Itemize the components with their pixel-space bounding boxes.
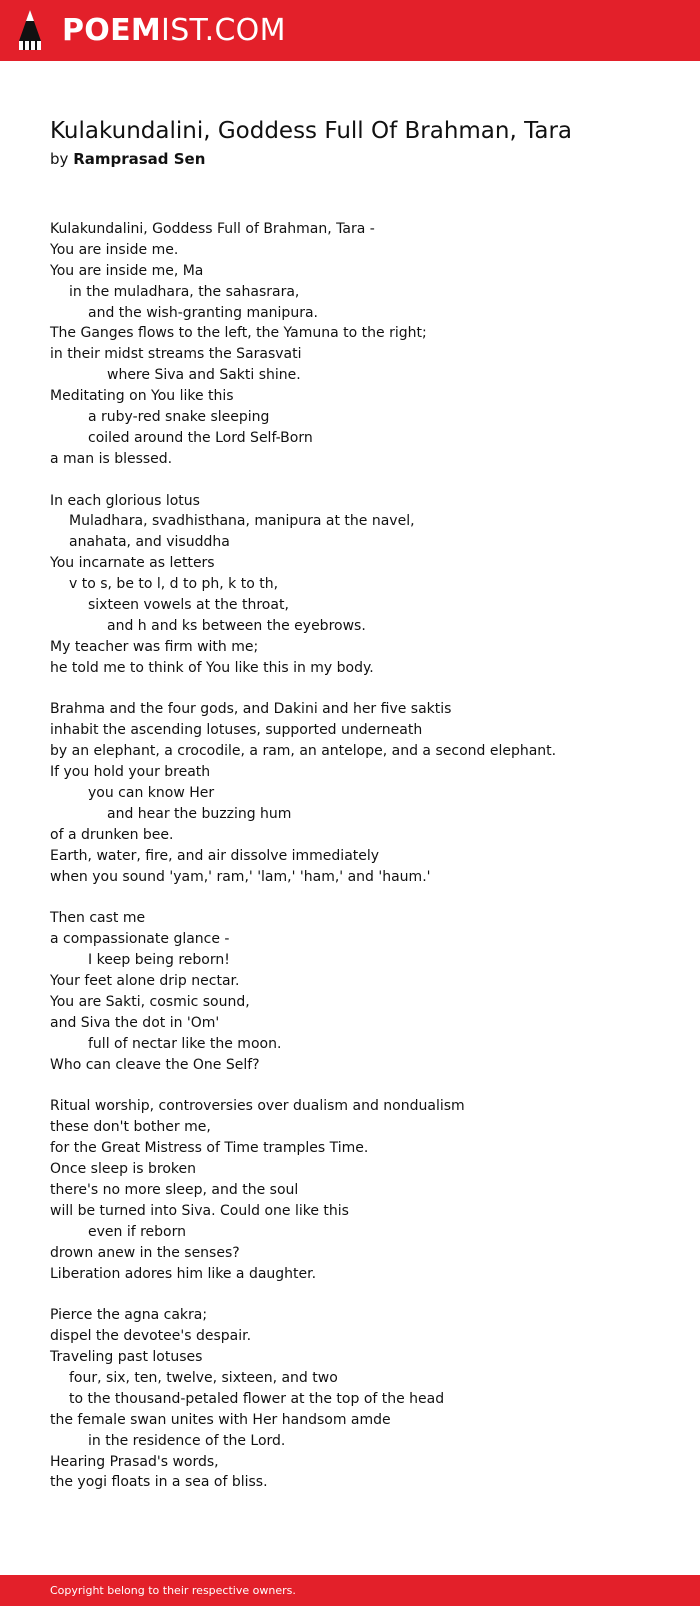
poem-line: Brahma and the four gods, and Dakini and her five saktis — [50, 701, 452, 718]
poem-line: in their midst streams the Sarasvati — [50, 346, 302, 363]
poem-line: Then cast me — [50, 910, 146, 927]
poem-line: the yogi floats in a sea of bliss. — [50, 1474, 268, 1491]
poem-line: these don't bother me, — [50, 1119, 211, 1136]
poem-line: Muladhara, svadhisthana, manipura at the navel, — [69, 513, 415, 530]
poem-line: when you sound 'yam,' ram,' 'lam,' 'ham,' and 'haum.' — [50, 868, 431, 885]
stanza-gap — [50, 888, 670, 909]
poem-line: in the muladhara, the sahasrara, — [69, 283, 300, 300]
poem-line: v to s, be to l, d to ph, k to th, — [69, 576, 279, 593]
stanza-gap — [50, 679, 670, 700]
logo-light-text: IST.COM — [161, 13, 286, 48]
poem-line: inhabit the ascending lotuses, supported underneath — [50, 722, 423, 739]
poem-line: You are inside me. — [50, 241, 179, 258]
poem-line: Who can cleave the One Self? — [50, 1056, 260, 1073]
poem-line: in the residence of the Lord. — [88, 1432, 286, 1449]
poem-line: a compassionate glance - — [50, 931, 230, 948]
poem-line: there's no more sleep, and the soul — [50, 1181, 299, 1198]
poem-line: If you hold your breath — [50, 764, 211, 781]
logo-bold-text: POEM — [62, 13, 162, 48]
poem-line: the female swan unites with Her handsom amde — [50, 1411, 391, 1428]
poem-line: Pierce the agna cakra; — [50, 1307, 208, 1324]
poem-line: and Siva the dot in 'Om' — [50, 1014, 220, 1031]
poem-body — [50, 219, 670, 1493]
poem-line: You are Sakti, cosmic sound, — [50, 993, 250, 1010]
poem-line: sixteen vowels at the throat, — [88, 597, 289, 614]
poem-line: drown anew in the senses? — [50, 1244, 240, 1261]
poem-line: In each glorious lotus — [50, 492, 200, 509]
poem-line: You are inside me, Ma — [50, 262, 204, 279]
poem-line: and the wish-granting manipura. — [88, 304, 318, 321]
poem-line: coiled around the Lord Self-Born — [88, 429, 313, 446]
poem-line: Traveling past lotuses — [50, 1349, 203, 1366]
poem-line: Your feet alone drip nectar. — [50, 973, 240, 990]
poem-line: where Siva and Sakti shine. — [107, 367, 301, 384]
poem-line: to the thousand-petaled flower at the top of the head — [69, 1390, 445, 1407]
by-label: by — [50, 150, 69, 168]
poem-line: dispel the devotee's despair. — [50, 1328, 252, 1345]
stanza-gap — [50, 1076, 670, 1097]
poem-line: and hear the buzzing hum — [107, 805, 292, 822]
poem-line: You incarnate as letters — [50, 555, 215, 572]
stanza-gap — [50, 1284, 670, 1305]
poem-line: My teacher was firm with me; — [50, 638, 259, 655]
poem-line: will be turned into Siva. Could one like this — [50, 1202, 349, 1219]
site-header — [0, 0, 700, 61]
poem-line: Earth, water, fire, and air dissolve immediately — [50, 847, 380, 864]
poem-line: Liberation adores him like a daughter. — [50, 1265, 317, 1282]
pencil-icon[interactable] — [16, 9, 44, 51]
poem-line: even if reborn — [88, 1223, 186, 1240]
poem-title: Kulakundalini, Goddess Full Of Brahman, Tara — [50, 118, 572, 144]
poem-line: he told me to think of You like this in my body. — [50, 659, 374, 676]
poem-line: and h and ks between the eyebrows. — [107, 617, 366, 634]
poem-line: Hearing Prasad's words, — [50, 1453, 219, 1470]
poem-line: a man is blessed. — [50, 450, 173, 467]
byline — [50, 148, 205, 170]
poem-line: a ruby-red snake sleeping — [88, 409, 270, 426]
author-name[interactable]: Ramprasad Sen — [73, 150, 206, 168]
site-logo[interactable] — [62, 11, 286, 51]
poem-line: Meditating on You like this — [50, 388, 234, 405]
poem-line: full of nectar like the moon. — [88, 1035, 282, 1052]
poem-line: Kulakundalini, Goddess Full of Brahman, Tara - — [50, 221, 375, 237]
poem-line: anahata, and visuddha — [69, 534, 230, 551]
poem-line: Ritual worship, controversies over dualism and nondualism — [50, 1098, 465, 1115]
copyright-text: Copyright belong to their respective owners. — [50, 1584, 296, 1597]
poem-line: I keep being reborn! — [88, 952, 230, 969]
site-footer — [0, 1575, 700, 1606]
poem-line: of a drunken bee. — [50, 826, 174, 843]
poem-line: The Ganges flows to the left, the Yamuna to the right; — [50, 325, 427, 342]
poem-line: Once sleep is broken — [50, 1161, 197, 1178]
poem-line: you can know Her — [88, 785, 215, 802]
poem-line: four, six, ten, twelve, sixteen, and two — [69, 1369, 338, 1386]
stanza-gap — [50, 470, 670, 491]
poem-line: by an elephant, a crocodile, a ram, an antelope, and a second elephant. — [50, 743, 557, 760]
poem-line: for the Great Mistress of Time tramples Time. — [50, 1140, 369, 1157]
